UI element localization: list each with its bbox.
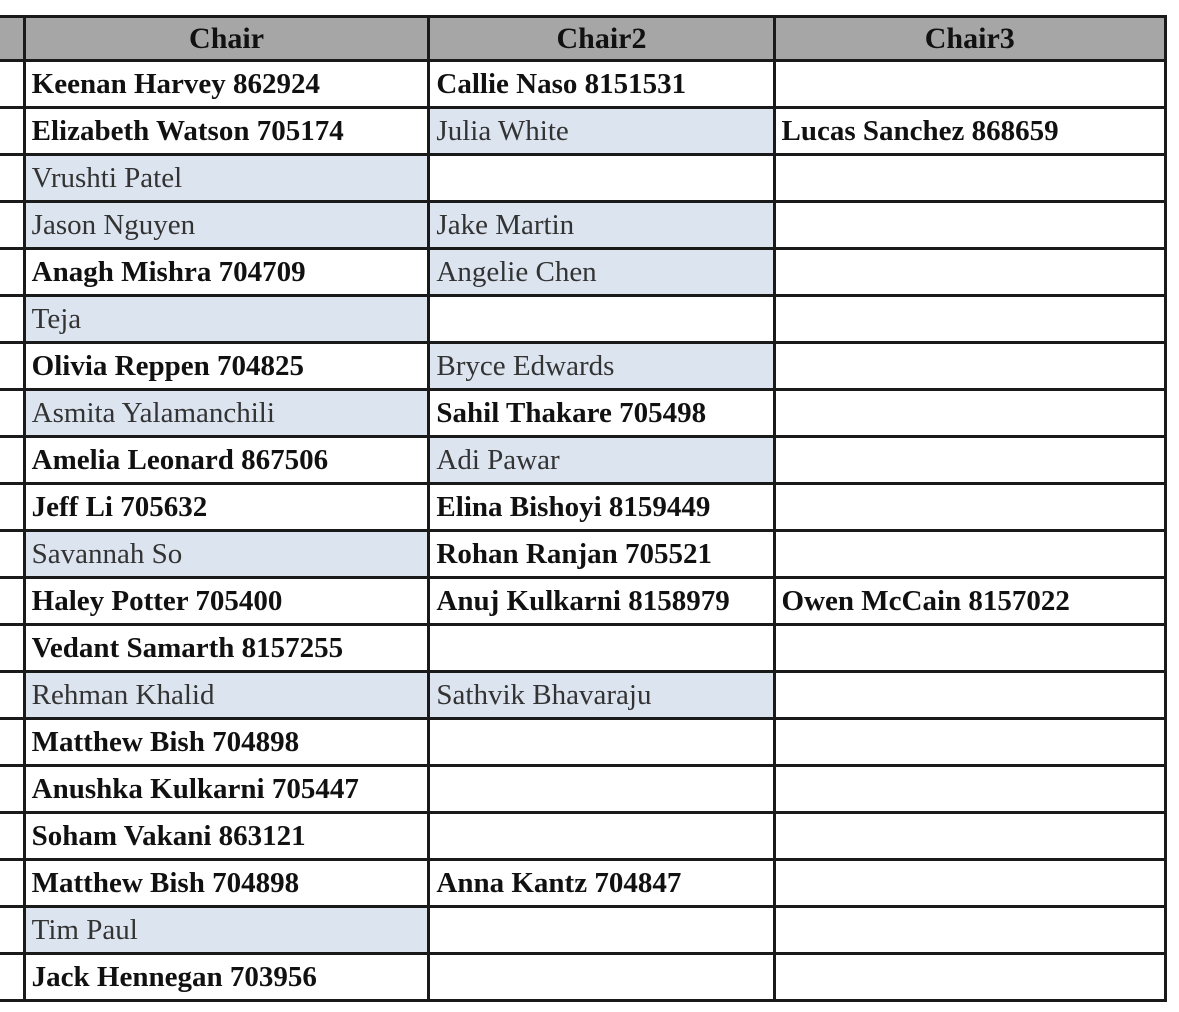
cell-chair3[interactable] [774, 202, 1165, 249]
cell-chair2[interactable] [429, 719, 774, 766]
cell-chair2[interactable]: Angelie Chen [429, 249, 774, 296]
row-stub-cell[interactable] [0, 578, 24, 625]
cell-chair[interactable]: Jason Nguyen [24, 202, 429, 249]
cell-chair[interactable]: Elizabeth Watson 705174 [24, 108, 429, 155]
row-stub-cell[interactable] [0, 343, 24, 390]
cell-chair3[interactable] [774, 813, 1165, 860]
row-stub-cell[interactable] [0, 61, 24, 108]
table-row [0, 155, 1166, 202]
row-stub-cell[interactable] [0, 813, 24, 860]
cell-chair[interactable]: Matthew Bish 704898 [24, 719, 429, 766]
cell-chair3[interactable] [774, 437, 1165, 484]
cell-chair[interactable]: Matthew Bish 704898 [24, 860, 429, 907]
row-stub-cell[interactable] [0, 860, 24, 907]
cell-chair[interactable]: Soham Vakani 863121 [24, 813, 429, 860]
cell-chair[interactable]: Vrushti Patel [24, 155, 429, 202]
cell-chair[interactable]: Anushka Kulkarni 705447 [24, 766, 429, 813]
cell-chair3[interactable]: Owen McCain 8157022 [774, 578, 1165, 625]
cell-chair[interactable]: Savannah So [24, 531, 429, 578]
cell-chair[interactable]: Amelia Leonard 867506 [24, 437, 429, 484]
cell-chair2[interactable] [429, 625, 774, 672]
row-stub-cell[interactable] [0, 907, 24, 954]
row-stub-cell[interactable] [0, 249, 24, 296]
table-row [0, 625, 1166, 672]
cell-chair[interactable]: Olivia Reppen 704825 [24, 343, 429, 390]
table-row [0, 437, 1166, 484]
cell-chair2[interactable]: Rohan Ranjan 705521 [429, 531, 774, 578]
table-row [0, 672, 1166, 719]
cell-chair3[interactable] [774, 860, 1165, 907]
table-row [0, 531, 1166, 578]
table-row [0, 61, 1166, 108]
cell-chair2[interactable]: Julia White [429, 108, 774, 155]
cell-chair2[interactable]: Sahil Thakare 705498 [429, 390, 774, 437]
cell-chair[interactable]: Teja [24, 296, 429, 343]
cell-chair3[interactable] [774, 249, 1165, 296]
row-stub-cell[interactable] [0, 672, 24, 719]
cell-chair[interactable]: Jack Hennegan 703956 [24, 954, 429, 1001]
cell-chair2[interactable]: Anna Kantz 704847 [429, 860, 774, 907]
table-row [0, 249, 1166, 296]
table-row [0, 296, 1166, 343]
table-row [0, 390, 1166, 437]
cell-chair2[interactable] [429, 954, 774, 1001]
table-row [0, 484, 1166, 531]
cell-chair3[interactable] [774, 719, 1165, 766]
cell-chair2[interactable]: Bryce Edwards [429, 343, 774, 390]
cell-chair[interactable]: Haley Potter 705400 [24, 578, 429, 625]
row-stub-cell[interactable] [0, 108, 24, 155]
row-stub-cell[interactable] [0, 719, 24, 766]
cell-chair2[interactable] [429, 907, 774, 954]
table-row [0, 578, 1166, 625]
column-header-chair3[interactable]: Chair3 [774, 17, 1165, 61]
cell-chair3[interactable] [774, 484, 1165, 531]
row-stub-cell[interactable] [0, 437, 24, 484]
chair-table [0, 15, 1167, 1002]
cell-chair2[interactable]: Elina Bishoyi 8159449 [429, 484, 774, 531]
cell-chair3[interactable] [774, 61, 1165, 108]
row-stub-cell[interactable] [0, 296, 24, 343]
row-stub-cell[interactable] [0, 954, 24, 1001]
table-row [0, 719, 1166, 766]
cell-chair3[interactable] [774, 954, 1165, 1001]
cell-chair[interactable]: Anagh Mishra 704709 [24, 249, 429, 296]
cell-chair3[interactable] [774, 625, 1165, 672]
table-row [0, 343, 1166, 390]
row-stub-cell[interactable] [0, 390, 24, 437]
cell-chair2[interactable]: Jake Martin [429, 202, 774, 249]
cell-chair[interactable]: Keenan Harvey 862924 [24, 61, 429, 108]
table-row [0, 813, 1166, 860]
cell-chair3[interactable] [774, 907, 1165, 954]
cell-chair3[interactable] [774, 531, 1165, 578]
row-stub-cell[interactable] [0, 202, 24, 249]
row-header-stub[interactable] [0, 17, 24, 61]
table-row [0, 766, 1166, 813]
row-stub-cell[interactable] [0, 531, 24, 578]
cell-chair2[interactable]: Anuj Kulkarni 8158979 [429, 578, 774, 625]
cell-chair[interactable]: Jeff Li 705632 [24, 484, 429, 531]
cell-chair[interactable]: Tim Paul [24, 907, 429, 954]
cell-chair2[interactable]: Callie Naso 8151531 [429, 61, 774, 108]
row-stub-cell[interactable] [0, 155, 24, 202]
cell-chair2[interactable] [429, 296, 774, 343]
column-header-chair[interactable]: Chair [24, 17, 429, 61]
cell-chair[interactable]: Asmita Yalamanchili [24, 390, 429, 437]
cell-chair3[interactable] [774, 296, 1165, 343]
table-row [0, 202, 1166, 249]
cell-chair[interactable]: Rehman Khalid [24, 672, 429, 719]
column-header-chair2[interactable]: Chair2 [429, 17, 774, 61]
table-row [0, 907, 1166, 954]
table-row [0, 954, 1166, 1001]
cell-chair2[interactable] [429, 155, 774, 202]
cell-chair3[interactable] [774, 155, 1165, 202]
cell-chair3[interactable] [774, 390, 1165, 437]
cell-chair3[interactable] [774, 343, 1165, 390]
table-row [0, 108, 1166, 155]
table-row [0, 860, 1166, 907]
cell-chair2[interactable] [429, 766, 774, 813]
row-stub-cell[interactable] [0, 625, 24, 672]
cell-chair2[interactable]: Sathvik Bhavaraju [429, 672, 774, 719]
cell-chair3[interactable] [774, 766, 1165, 813]
header-row [0, 17, 1166, 61]
row-stub-cell[interactable] [0, 484, 24, 531]
cell-chair3[interactable] [774, 672, 1165, 719]
table-body [0, 61, 1166, 1001]
row-stub-cell[interactable] [0, 766, 24, 813]
cell-chair3[interactable]: Lucas Sanchez 868659 [774, 108, 1165, 155]
cell-chair[interactable]: Vedant Samarth 8157255 [24, 625, 429, 672]
cell-chair2[interactable] [429, 813, 774, 860]
cell-chair2[interactable]: Adi Pawar [429, 437, 774, 484]
